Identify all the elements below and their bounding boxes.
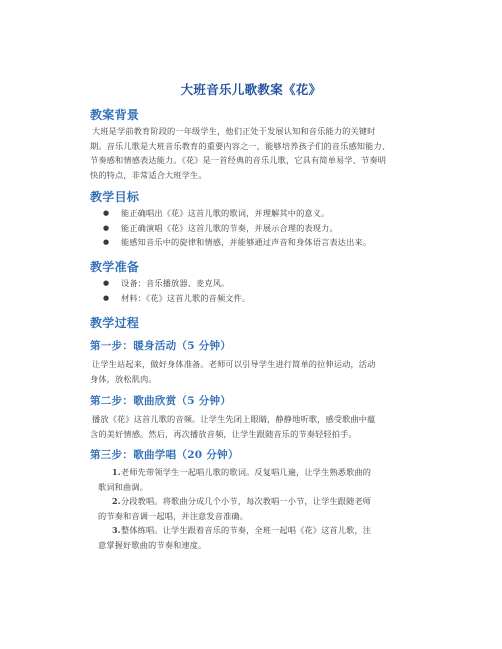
bullet-icon: ● [103,279,110,287]
list-number: 2. [112,496,121,506]
paragraph-line: 让学生站起来，做好身体准备。老师可以引导学生进行简单的拉伸运动，活动 [92,359,376,369]
paragraph-line: 期。音乐儿歌是大班音乐教育的重要内容之一，能够培养孩子们的音乐感知能力、 [90,140,391,151]
section-heading-background: 教案背景 [90,108,140,122]
list-item-text: 能正确唱出《花》这首儿歌的歌词，并理解其中的意义。 [121,208,330,218]
paragraph-line: 大班是学前教育阶段的一年级学生，他们正处于发展认知和音乐能力的关键时 [92,126,376,136]
list-item-text: 的节奏和音调一起唱，并注意发音准确。 [98,510,249,521]
list-item [90,494,435,523]
prep-list [90,276,435,305]
step3-heading: 第三步：歌曲学唱（20 分钟） [90,449,239,461]
list-item [90,523,435,552]
list-item-text: 歌词和曲调。 [98,481,149,492]
list-item-text: 能正确演唱《花》这首儿歌的节奏，并展示合理的表现力。 [121,222,338,233]
list-item-text: 设备：音乐播放器、麦克风。 [121,278,230,288]
paragraph-line: 节奏感和情感表达能力。《花》是一首经典的音乐儿歌，它具有简单易学、节奏明 [90,155,387,165]
list-number: 1. [112,467,121,477]
list-item [90,465,435,494]
list-item [90,221,435,236]
section-heading-prep: 教学准备 [90,260,140,274]
document-title: 大班音乐儿歌教案《花》 [180,82,322,97]
step3-list [90,465,435,552]
bullet-icon: ● [103,209,110,217]
list-item-text: 能感知音乐中的旋律和情感，并能够通过声音和身体语言表达出来。 [121,237,372,247]
list-item-text: 整体练唱。让学生跟着音乐的节奏，全班一起唱《花》这首儿歌，注 [121,525,372,535]
list-item-text: 材料：《花》这首儿歌的音频文件。 [121,292,251,303]
background-paragraph [90,124,435,182]
list-item-text: 意掌握好歌曲的节奏和速度。 [98,539,207,550]
list-item [90,276,435,291]
paragraph-line: 快的特点，非常适合大班学生。 [90,169,207,180]
list-item-text: 老师先带领学生一起唱儿歌的歌词。反复唱几遍，让学生熟悉歌曲的 [121,467,372,477]
bullet-icon: ● [103,223,110,232]
list-item [90,291,435,306]
list-number: 3. [112,525,121,535]
section-heading-process: 教学过程 [90,316,140,330]
paragraph-line: 含的美好情感。然后，再次播放音频，让学生跟随音乐的节奏轻轻拍手。 [90,428,357,439]
list-item [90,206,435,221]
bullet-icon: ● [103,238,110,246]
step2-paragraph [90,412,435,441]
paragraph-line: 身体，放松肌肉。 [90,373,157,384]
paragraph-line: 播放《花》这首儿歌的音频。让学生先闭上眼睛，静静地听歌，感受歌曲中蕴 [92,414,376,424]
step1-heading: 第一步：暖身活动（5 分钟） [90,340,232,352]
step1-paragraph [90,357,435,386]
bullet-icon: ● [103,293,110,302]
list-item-text: 分段教唱。将歌曲分成几个小节，每次教唱一小节，让学生跟随老师 [121,496,372,506]
step2-heading: 第二步：歌曲欣赏（5 分钟） [90,395,232,407]
list-item [90,235,435,250]
section-heading-goals: 教学目标 [90,190,140,204]
goals-list [90,206,435,250]
